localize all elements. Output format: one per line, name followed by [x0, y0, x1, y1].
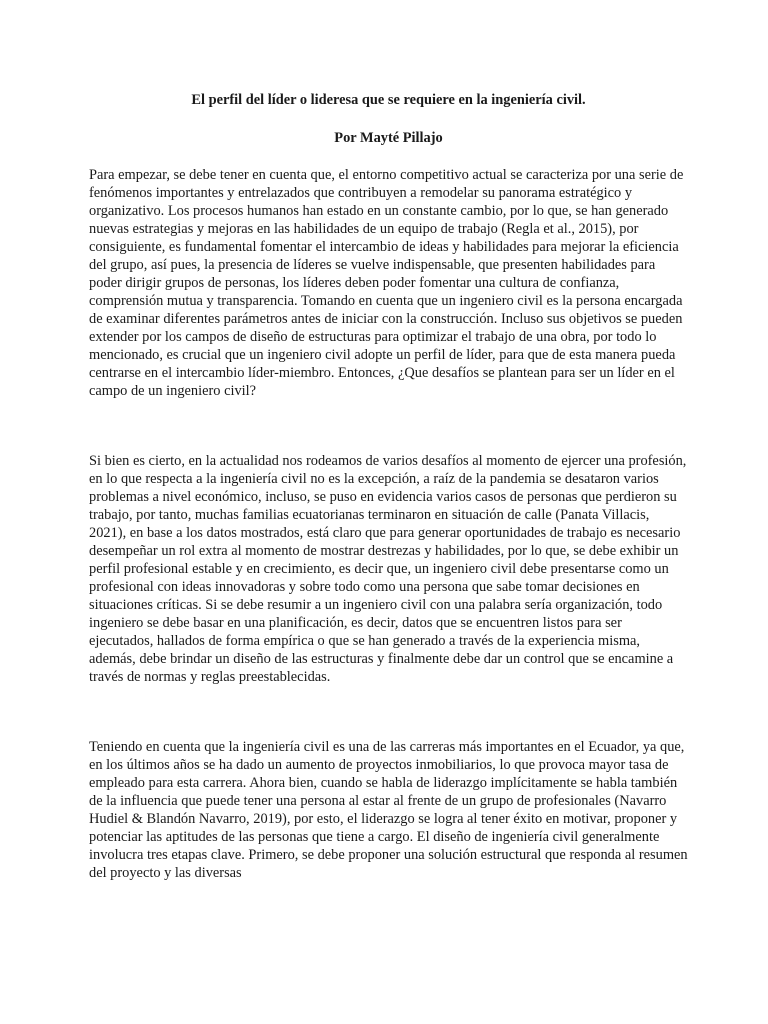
document-title: El perfil del líder o lideresa que se requiere en la ingeniería civil. — [191, 92, 586, 108]
paragraph-spacer — [89, 400, 688, 452]
paragraph-spacer — [89, 686, 688, 738]
paragraph-2: Si bien es cierto, en la actualidad nos rodeamos de varios desafíos al momento de ejercer una profesión, en lo que respecta a la ingeniería civil no es la excepción, a raíz de la pandemia se desataron varios problemas a nivel económico, incluso, se puso en evidencia varios casos de personas que perdieron su trabajo, por tanto, muchas familias ecuatorianas terminaron en situación de calle (Panata Villacis, 2021), en base a los datos mostrados, está claro que para generar oportunidades de trabajo es necesario desempeñar un rol extra al momento de mostrar destrezas y habilidades, por lo que, se debe exhibir un perfil profesional estable y en crecimiento, es decir que, un ingeniero civil debe presentarse como un profesional con ideas innovadoras y sobre todo como una persona que sabe tomar decisiones en situaciones críticas. Si se debe resumir a un ingeniero civil con una palabra sería organización, todo ingeniero se debe basar en una planificación, es decir, datos que se encuentren listos para ser ejecutados, hallados de forma empírica o que se han generado a través de la experiencia misma, además, debe brindar un diseño de las estructuras y finalmente debe dar un control que se encamine a través de normas y reglas preestablecidas. — [89, 453, 687, 685]
paragraph-3: Teniendo en cuenta que la ingeniería civil es una de las carreras más importantes en el Ecuador, ya que, en los últimos años se ha dado un aumento de proyectos inmobiliarios, lo que provoca mayor tasa de empleado para esta carrera. Ahora bien, cuando se habla de liderazgo implícitamente se habla también de la influencia que puede tener una persona al estar al frente de un grupo de profesionales (Navarro Hudiel & Blandón Navarro, 2019), por esto, el liderazgo se logra al tener éxito en motivar, proponer y potenciar las aptitudes de las personas que tiene a cargo. El diseño de ingeniería civil generalmente involucra tres etapas clave. Primero, se debe proponer una solución estructural que responda al resumen del proyecto y las diversas — [89, 739, 688, 881]
paragraph-1: Para empezar, se debe tener en cuenta que, el entorno competitivo actual se caracteriza por una serie de fenómenos importantes y entrelazados que contribuyen a remodelar su panorama estratégico y organizativo. Los procesos humanos han estado en un constante cambio, por lo que, se han generado nuevas estrategias y mejoras en las habilidades de un equipo de trabajo (Regla et al., 2015), por consiguiente, es fundamental fomentar el intercambio de ideas y habilidades para mejorar la eficiencia del grupo, así pues, la presencia de líderes se vuelve indispensable, que presenten habilidades para poder dirigir grupos de personas, los líderes deben poder fomentar una cultura de confianza, comprensión mutua y transparencia. Tomando en cuenta que un ingeniero civil es la persona encargada de examinar diferentes parámetros antes de iniciar con la construcción. Incluso sus objetivos se pueden extender por los campos de diseño de estructuras para optimizar el trabajo de una obra, por todo lo mencionado, es crucial que un ingeniero civil adopte un perfil de líder, para que de esta manera pueda centrarse en el intercambio líder-miembro. Entonces, ¿Que desafíos se plantean para ser un líder en el campo de un ingeniero civil? — [89, 167, 684, 399]
document-author: Por Mayté Pillajo — [334, 130, 443, 146]
